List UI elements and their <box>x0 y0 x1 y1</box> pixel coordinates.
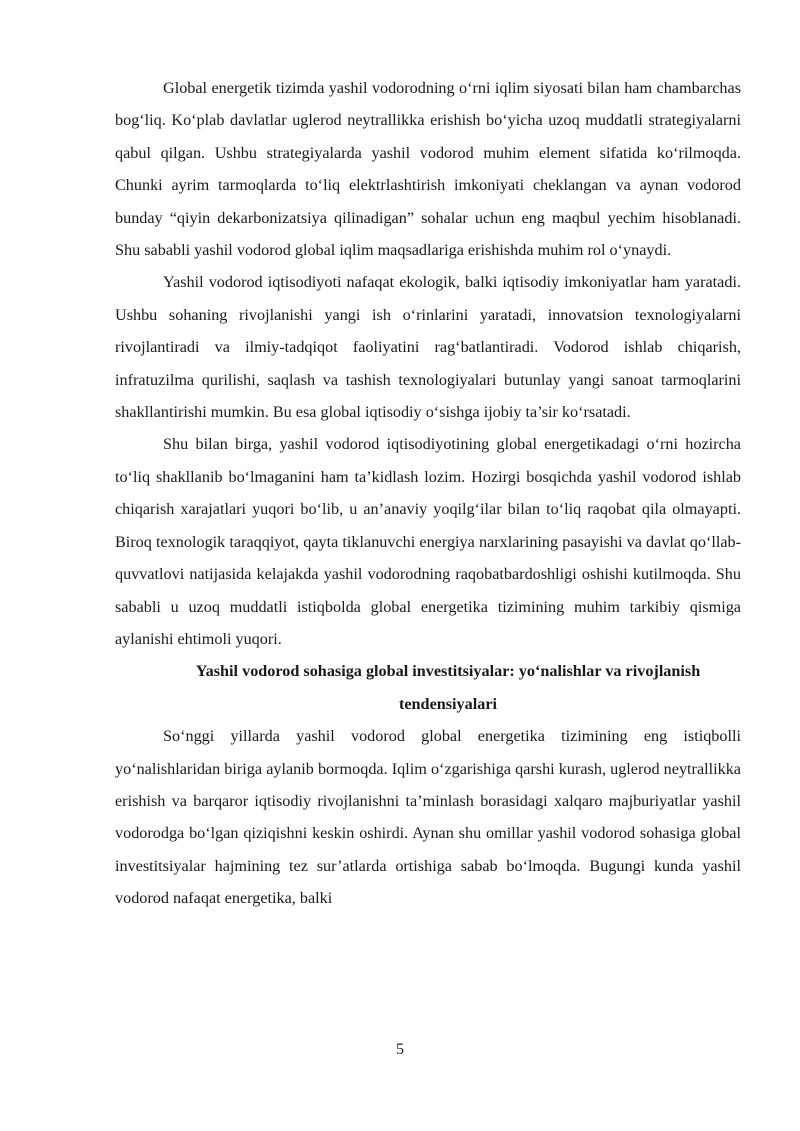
paragraph-current-stage: Shu bilan birga, yashil vodorod iqtisodiyotining global energetikadagi o‘rni hozircha to‘liq shakllanib bo‘lmaganini ham ta’kidlash lozim. Hozirgi bosqichda yashil vodorod ishlab chiqarish xarajatlari yuqori bo‘lib, u an’anaviy yoqilg‘ilar bilan to‘liq raqobat qila olmayapti. Biroq texnologik taraqqiyot, qayta tiklanuvchi energiya narxlarining pasayishi va davlat qo‘llab-quvvatlovi natijasida kelajakda yashil vodorodning raqobatbardoshligi oshishi kutilmoqda. Shu sababli u uzoq muddatli istiqbolda global energetika tizimining muhim tarkibiy qismiga aylanishi ehtimoli yuqori. <box>115 435 741 648</box>
paragraph-climate-policy: Global energetik tizimda yashil vodorodning o‘rni iqlim siyosati bilan ham chambarchas bog‘liq. Ko‘plab davlatlar uglerod neytrallikka erishish bo‘yicha uzoq muddatli strategiyalarni qabul qilgan. Ushbu strategiyalarda yashil vodorod muhim element sifatida ko‘rilmoqda. Chunki ayrim tarmoqlarda to‘liq elektrlashtirish imkoniyati cheklangan va aynan vodorod bunday “qiyin dekarbonizatsiya qilinadigan” sohalar uchun eng maqbul yechim hisoblanadi. Shu sababli yashil vodorod global iqlim maqsadlariga erishishda muhim rol o‘ynaydi. <box>115 79 741 260</box>
paragraph-investments-intro: So‘nggi yillarda yashil vodorod global energetika tizimining eng istiqbolli yo‘nalishlaridan biriga aylanib bormoqda. Iqlim o‘zgarishiga qarshi kurash, uglerod neytrallikka erishish va barqaror iqtisodiy rivojlanishni ta’minlash borasidagi xalqaro majburiyatlar yashil vodorodga bo‘lgan qiziqishni keskin oshirdi. Aynan shu omillar yashil vodorod sohasiga global investitsiyalar hajmining tez sur’atlarda ortishiga sabab bo‘lmoqda. Bugungi kunda yashil vodorod nafaqat energetika, balki <box>115 727 741 908</box>
page-number: 5 <box>396 1041 404 1058</box>
document-page <box>115 72 741 915</box>
paragraph-economic-opportunities: Yashil vodorod iqtisodiyoti nafaqat ekologik, balki iqtisodiy imkoniyatlar ham yaratadi. Ushbu sohaning rivojlanishi yangi ish o‘rinlarini yaratadi, innovatsion texnologiyalarni rivojlantiradi va ilmiy-tadqiqot faoliyatini rag‘batlantiradi. Vodorod ishlab chiqarish, infratuzilma qurilishi, saqlash va tashish texnologiyalari butunlay yangi sanoat tarmoqlarini shakllantirishi mumkin. Bu esa global iqtisodiy o‘sishga ijobiy ta’sir ko‘rsatadi. <box>115 273 741 422</box>
section-heading: Yashil vodorod sohasiga global investitsiyalar: yo‘nalishlar va rivojlanish tendensiyalari <box>195 662 701 713</box>
